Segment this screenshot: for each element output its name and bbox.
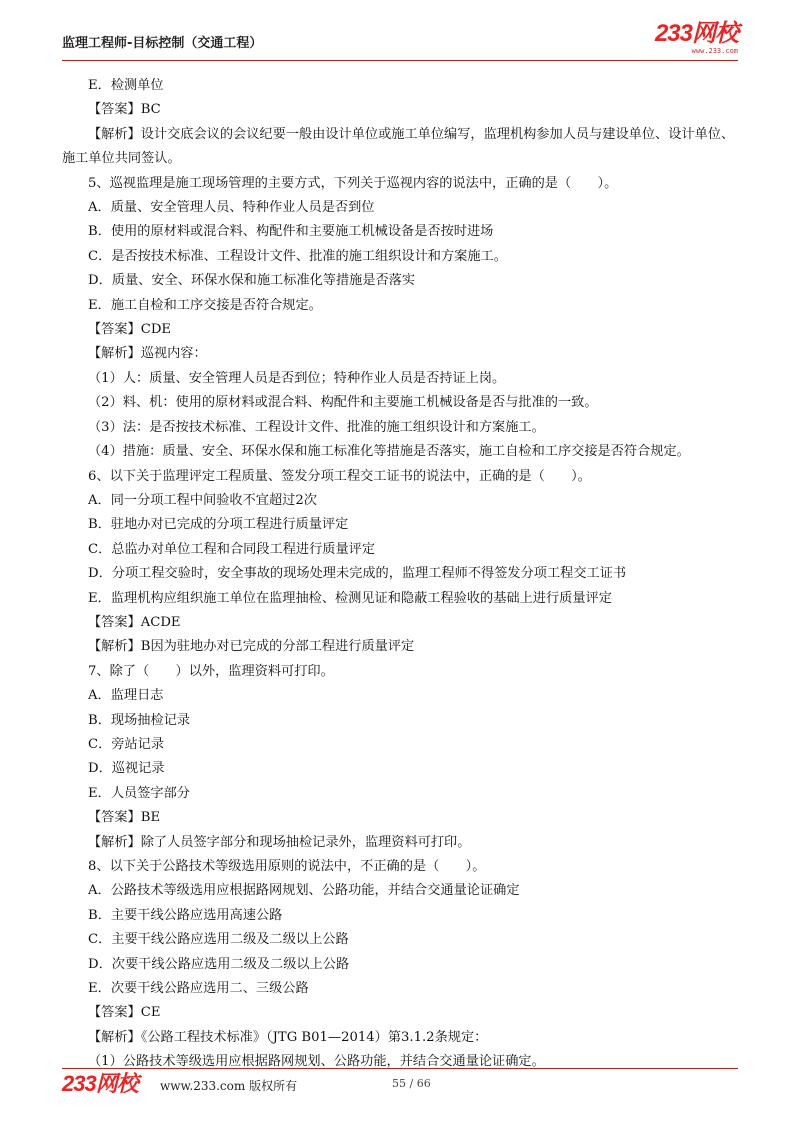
text-line: 【答案】ACDE (88, 614, 181, 630)
page-header (62, 20, 738, 60)
text-line: B．使用的原材料或混合料、构配件和主要施工机械设备是否按时进场 (88, 224, 494, 240)
text-line: （4）措施：质量、安全、环保水保和施工标准化等措施是否落实，施工自检和工序交接是否符合规定。 (88, 444, 690, 460)
brand-logo (655, 22, 738, 55)
text-line: B．主要干线公路应选用高速公路 (88, 907, 283, 923)
text-line: 6、以下关于监理评定工程质量、签发分项工程交工证书的说法中，正确的是（ ）。 (88, 468, 591, 484)
text-line: D．分项工程交验时，安全事故的现场处理未完成的，监理工程师不得签发分项工程交工证书 (88, 566, 627, 582)
text-line: A．质量、安全管理人员、特种作业人员是否到位 (88, 200, 375, 216)
text-line: （2）料、机：使用的原材料或混合料、构配件和主要施工机械设备是否与批准的一致。 (88, 395, 598, 411)
text-line: B．驻地办对已完成的分项工程进行质量评定 (88, 517, 349, 533)
text-line: 【答案】CDE (88, 322, 172, 338)
text-line: E．次要干线公路应选用二、三级公路 (88, 981, 309, 997)
document-title: 监理工程师-目标控制（交通工程） (62, 36, 263, 51)
text-line: A．公路技术等级选用应根据路网规划、公路功能，并结合交通量论证确定 (88, 883, 520, 899)
text-line: D．次要干线公路应选用二级及二级以上公路 (88, 956, 350, 972)
text-line: 8、以下关于公路技术等级选用原则的说法中，不正确的是（ ）。 (88, 859, 486, 874)
text-line: （1）人：质量、安全管理人员是否到位；特种作业人员是否持证上岗。 (88, 370, 506, 386)
copyright-text: www.233.com 版权所有 (160, 1079, 298, 1093)
text-line: C．总监办对单位工程和合同段工程进行质量评定 (88, 541, 376, 557)
text-line: 【答案】CE (88, 1005, 161, 1021)
text-line: C．是否按技术标准、工程设计文件、批准的施工组织设计和方案施工。 (88, 248, 507, 264)
page-number: 55 / 66 (392, 1077, 431, 1090)
text-line: 5、巡视监理是施工现场管理的主要方式，下列关于巡视内容的说法中，正确的是（ ）。 (88, 175, 618, 191)
text-line: 【解析】《公路工程技术标准》（JTG B01—2014）第3.1.2条规定： (88, 1029, 488, 1045)
text-line: 【答案】BE (88, 810, 161, 826)
text-line: D．质量、安全、环保水保和施工标准化等措施是否落实 (88, 273, 416, 289)
text-line: （3）法：是否按技术标准、工程设计文件、批准的施工组织设计和方案施工。 (88, 419, 545, 435)
footer-logo: 233网校 (62, 1071, 138, 1096)
logo-url: www.233.com (691, 47, 738, 55)
document-body (62, 74, 738, 1075)
text-line: E．监理机构应组织施工单位在监理抽检、检测见证和隐蔽工程验收的基础上进行质量评定 (88, 590, 612, 606)
text-line: D．巡视记录 (88, 761, 165, 777)
footer-divider (62, 1068, 738, 1069)
logo-text: 233网校 (654, 20, 738, 47)
text-line: C．主要干线公路应选用二级及二级以上公路 (88, 932, 349, 948)
text-line: 【解析】B因为驻地办对已完成的分部工程进行质量评定 (88, 639, 415, 655)
text-line: 7、除了（ ）以外，监理资料可打印。 (88, 663, 334, 679)
text-line: A．监理日志 (88, 688, 164, 704)
page-footer (62, 1072, 738, 1100)
text-line: 【解析】除了人员签字部分和现场抽检记录外，监理资料可打印。 (88, 834, 471, 850)
text-line: E．人员签字部分 (88, 785, 190, 801)
text-line: A．同一分项工程中间验收不宜超过2次 (88, 492, 317, 508)
text-line: （1）公路技术等级选用应根据路网规划、公路功能，并结合交通量论证确定。 (88, 1054, 545, 1070)
header-divider (62, 60, 738, 61)
text-line: E．施工自检和工序交接是否符合规定。 (88, 297, 322, 313)
text-line: B．现场抽检记录 (88, 712, 191, 728)
text-line: 【解析】巡视内容： (88, 346, 207, 362)
text-line: E．检测单位 (88, 78, 164, 93)
text-line: 【解析】设计交底会议的会议纪要一般由设计单位或施工单位编写，监理机构参加人员与建设单位、设计单位、施工单位共同签认。 (62, 126, 735, 167)
text-line: 【答案】BC (88, 102, 161, 118)
text-line: C．旁站记录 (88, 736, 165, 752)
